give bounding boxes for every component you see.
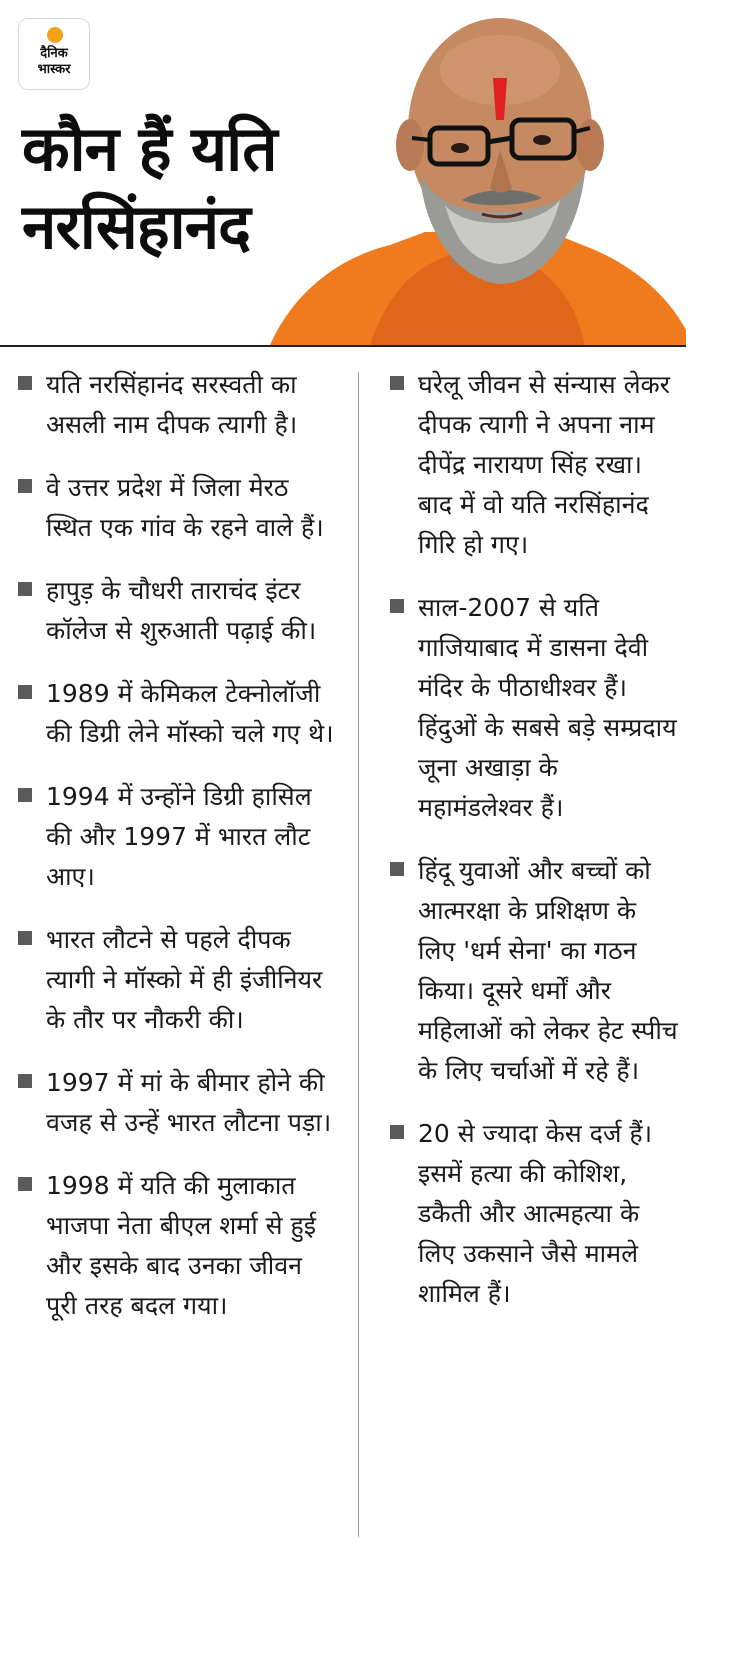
column-divider (358, 372, 359, 1537)
fact-item (16, 777, 340, 897)
fact-item (16, 468, 340, 548)
portrait-image (250, 0, 686, 345)
fact-text: भारत लौटने से पहले दीपक त्यागी ने मॉस्को में ही इंजीनियर के तौर पर नौकरी की। (46, 925, 323, 1034)
fact-item (16, 920, 340, 1040)
fact-item (388, 365, 678, 565)
square-bullet-icon (18, 376, 32, 390)
fact-text: 1997 में मां के बीमार होने की वजह से उन्हें भारत लौटना पड़ा। (46, 1068, 332, 1137)
square-bullet-icon (18, 1177, 32, 1191)
square-bullet-icon (18, 931, 32, 945)
fact-item (16, 1166, 340, 1326)
fact-text: 1989 में केमिकल टेक्नोलॉजी की डिग्री लेने मॉस्को चले गए थे। (46, 679, 334, 748)
fact-item (16, 365, 340, 445)
fact-item (16, 571, 340, 651)
square-bullet-icon (18, 479, 32, 493)
square-bullet-icon (18, 685, 32, 699)
fact-text: हिंदू युवाओं और बच्चों को आत्मरक्षा के प्रशिक्षण के लिए 'धर्म सेना' का गठन किया। दूसरे धर्मों और महिलाओं को लेकर हेट स्पीच के लिए चर्चाओं में रहे हैं। (418, 856, 678, 1085)
square-bullet-icon (390, 376, 404, 390)
facts-right-column (388, 365, 678, 1337)
dainik-bhaskar-logo (18, 18, 90, 90)
square-bullet-icon (390, 599, 404, 613)
fact-item (388, 1114, 678, 1314)
fact-item (16, 674, 340, 754)
logo-text-line2: भास्कर (37, 62, 71, 77)
fact-text: घरेलू जीवन से संन्यास लेकर दीपक त्यागी ने अपना नाम दीपेंद्र नारायण सिंह रखा। बाद में वो यति नरसिंहानंद गिरि हो गए। (418, 370, 670, 559)
square-bullet-icon (390, 1125, 404, 1139)
square-bullet-icon (390, 862, 404, 876)
fact-text: साल-2007 से यति गाजियाबाद में डासना देवी मंदिर के पीठाधीश्वर हैं। हिंदुओं के सबसे बड़े सम्प्रदाय जूना अखाड़ा के महामंडलेश्वर हैं। (418, 593, 677, 822)
page-title: कौन हैं यति नरसिंहानंद (22, 112, 277, 263)
square-bullet-icon (18, 788, 32, 802)
fact-text: 20 से ज्यादा केस दर्ज हैं। इसमें हत्या की कोशिश, डकैती और आत्महत्या के लिए उकसाने जैसे मामले शामिल हैं। (418, 1119, 653, 1308)
fact-text: यति नरसिंहानंद सरस्वती का असली नाम दीपक त्यागी है। (46, 370, 298, 439)
facts-left-column (16, 365, 340, 1349)
fact-item (388, 851, 678, 1091)
fact-text: हापुड़ के चौधरी ताराचंद इंटर कॉलेज से शुरुआती पढ़ाई की। (46, 576, 317, 645)
fact-text: 1994 में उन्होंने डिग्री हासिल की और 1997 में भारत लौट आए। (46, 782, 312, 891)
fact-text: वे उत्तर प्रदेश में जिला मेरठ स्थित एक गांव के रहने वाले हैं। (46, 473, 324, 542)
header-divider (0, 345, 686, 347)
logo-sun-icon (47, 27, 63, 43)
fact-item (16, 1063, 340, 1143)
square-bullet-icon (18, 582, 32, 596)
square-bullet-icon (18, 1074, 32, 1088)
fact-item (388, 588, 678, 828)
fact-text: 1998 में यति की मुलाकात भाजपा नेता बीएल शर्मा से हुई और इसके बाद उनका जीवन पूरी तरह बदल गया। (46, 1171, 317, 1320)
logo-text-line1: दैनिक (40, 46, 68, 61)
